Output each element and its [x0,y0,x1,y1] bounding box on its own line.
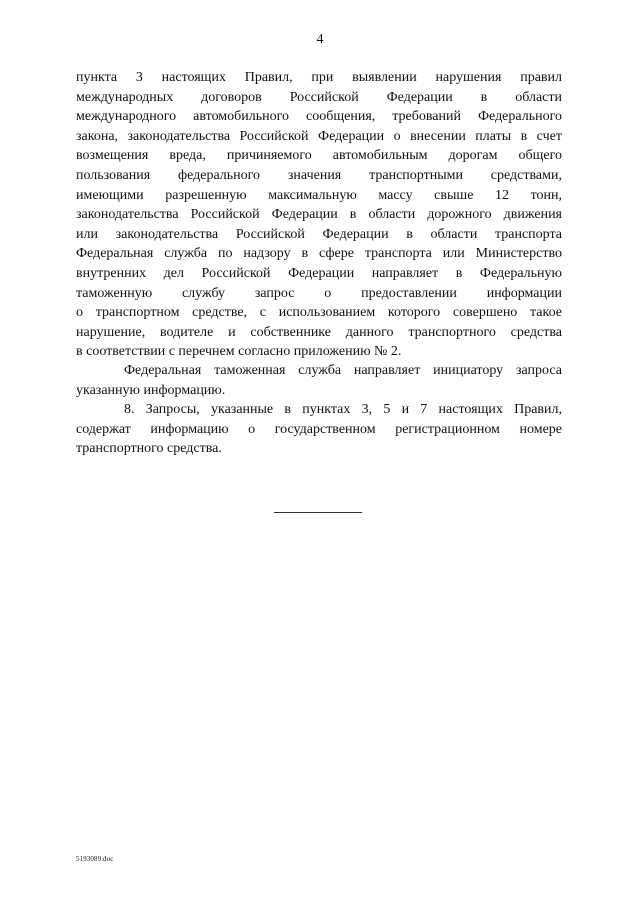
text-line: о транспортном средстве, с использованием которого совершено такое [76,305,562,321]
text-line: указанную информацию. [76,382,226,398]
text-line: международного автомобильного сообщения, требований Федерального [76,109,562,125]
text-line: Федеральная служба по надзору в сфере транспорта или Министерство [76,246,562,262]
page-number: 4 [316,32,324,47]
text-line: имеющими разрешенную максимальную массу свыше 12 тонн, [76,187,562,203]
text-line: пункта 3 настоящих Правил, при выявлении нарушения правил [76,70,562,85]
text-line: транспортного средства. [76,441,222,457]
text-line: нарушение, водителе и собственнике данного транспортного средства [76,324,562,340]
paragraph-item-8 [76,400,562,459]
file-name: 5193089.doc [76,855,114,863]
text-line: таможенную службу запрос о предоставлении информации [76,285,562,301]
text-line: содержат информацию о государственном регистрационном номере [76,421,562,437]
text-line: 8. Запросы, указанные в пунктах 3, 5 и 7 настоящих Правил, [124,402,562,417]
text-line: закона, законодательства Российской Федерации о внесении платы в счет [76,128,562,144]
paragraph-customs-response [76,361,562,400]
text-line: в соответствии с перечнем согласно приложению № 2. [76,344,402,360]
text-line: пользования федерального значения транспортными средствами, [76,167,562,183]
text-line: международных договоров Российской Федерации в области [76,89,562,105]
text-line: или законодательства Российской Федерации в области транспорта [76,226,562,242]
paragraph-continuation [76,68,562,362]
end-separator-line [274,512,362,513]
text-line: Федеральная таможенная служба направляет инициатору запроса [124,363,562,378]
text-line: внутренних дел Российской Федерации направляет в Федеральную [76,265,562,281]
text-line: возмещения вреда, причиняемого автомобильным дорогам общего [76,148,562,164]
text-line: законодательства Российской Федерации в области дорожного движения [76,207,562,223]
